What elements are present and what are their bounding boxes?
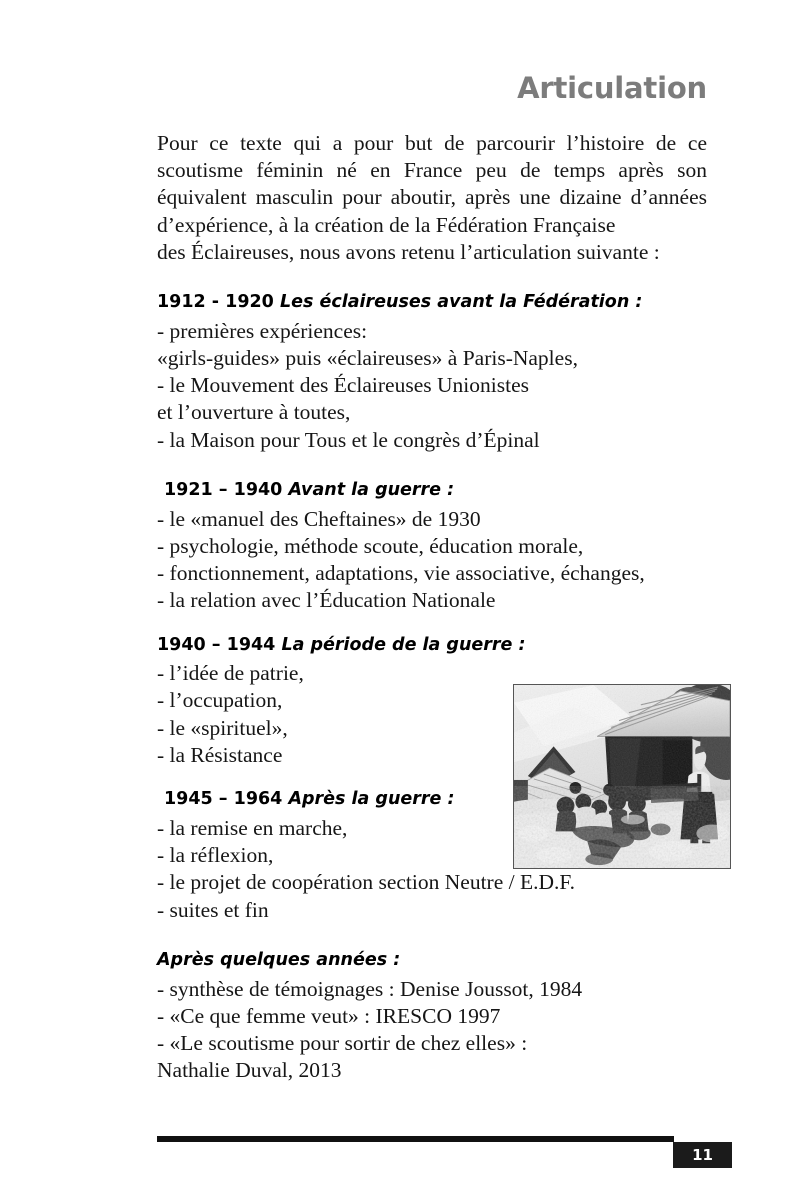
intro-text: Pour ce texte qui a pour but de parcourir l’histoire de ce scoutisme féminin né en France peu de temps après son équivalent masculin pour aboutir, après une dizaine d’années d’expérience, à la création de la Fédération Française [157, 131, 707, 237]
section-1921-1940 [157, 482, 707, 615]
spacer [157, 615, 707, 637]
intro-last-line: des Éclaireuses, nous avons retenu l’articulation suivante : [157, 239, 660, 264]
list-item: - l’occupation, [157, 688, 283, 713]
section-bullets [157, 976, 707, 1085]
footer-rule [157, 1136, 674, 1142]
section-name: Les éclaireuses avant la Fédération : [273, 292, 643, 313]
list-item: - le projet de coopération section Neutre / E.D.F. [157, 870, 575, 895]
section-bullets [157, 506, 707, 615]
photo-image [514, 685, 730, 868]
intro-paragraph [157, 130, 707, 266]
section-years: 1940 – 1944 [157, 634, 276, 655]
section-heading [157, 952, 707, 970]
list-item: - premières expériences: [157, 318, 368, 343]
spacer [157, 454, 707, 482]
list-item: - «Le scoutisme pour sortir de chez elles» : [157, 1031, 528, 1056]
list-item: - l’idée de patrie, [157, 661, 304, 686]
list-item: - la Maison pour Tous et le congrès d’Épinal [157, 427, 540, 452]
page-content [157, 130, 707, 1085]
section-name: La période de la guerre : [275, 634, 526, 655]
list-item: - la relation avec l’Éducation Nationale [157, 588, 496, 613]
section-heading [157, 482, 707, 500]
section-name: Avant la guerre : [282, 480, 455, 500]
list-item: «girls-guides» puis «éclaireuses» à Paris-Naples, [157, 345, 578, 370]
section-bullets [157, 318, 707, 454]
section-apres-quelques-annees [157, 952, 707, 1085]
page-number: 11 [673, 1142, 732, 1168]
list-item: Nathalie Duval, 2013 [157, 1058, 342, 1083]
section-years: 1921 – 1940 [164, 480, 283, 500]
list-item: et l’ouverture à toutes, [157, 400, 351, 425]
section-heading [157, 294, 707, 312]
list-item: - le Mouvement des Éclaireuses Unionistes [157, 373, 529, 398]
section-years: 1945 – 1964 [164, 789, 283, 810]
list-item: - le «spirituel», [157, 715, 288, 740]
spacer [157, 924, 707, 952]
list-item: - la remise en marche, [157, 815, 348, 840]
list-item: - fonctionnement, adaptations, vie associative, échanges, [157, 561, 645, 586]
list-item: - «Ce que femme veut» : IRESCO 1997 [157, 1003, 501, 1028]
section-years: 1912 - 1920 [157, 292, 274, 313]
section-heading [157, 634, 707, 655]
list-item: - suites et fin [157, 897, 269, 922]
list-item: - psychologie, méthode scoute, éducation morale, [157, 533, 584, 558]
list-item: - la Résistance [157, 743, 283, 768]
list-item: - le «manuel des Cheftaines» de 1930 [157, 506, 481, 531]
section-name: Après quelques années : [157, 950, 401, 971]
page-title: Articulation [517, 71, 707, 105]
historical-photo [513, 684, 731, 869]
list-item: - la réflexion, [157, 843, 274, 868]
spacer [157, 266, 707, 294]
list-item: - synthèse de témoignages : Denise Joussot, 1984 [157, 976, 583, 1001]
section-1912-1920 [157, 294, 707, 454]
section-name: Après la guerre : [282, 789, 455, 810]
